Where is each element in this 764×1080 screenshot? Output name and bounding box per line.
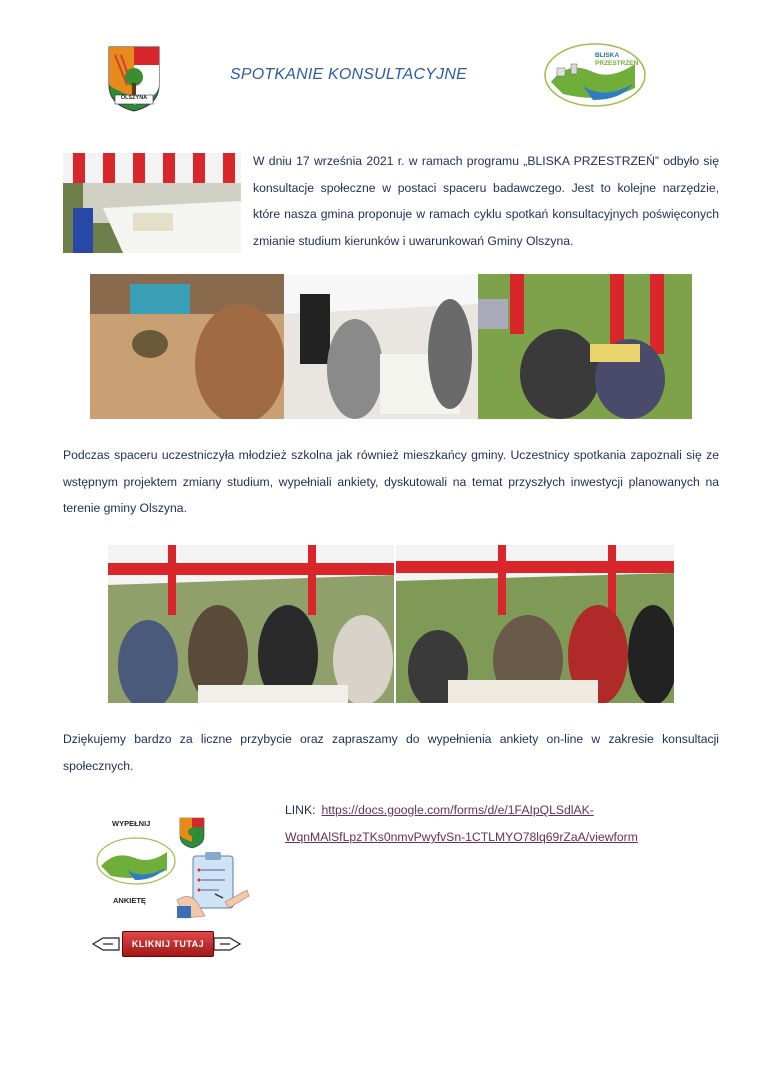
intro-paragraph: W dniu 17 września 2021 r. w ramach programu „BLISKA PRZESTRZEŃ” odbyło się konsultacje społeczne w postaci spaceru badawczego. Jest to kolejne narzędzie, które nasza gmina proponuje w ramach cyklu spotkań konsultacyjnych poświęconych zmianie studium kierunków i uwarunkowań Gminy Olszyna. [253,154,719,248]
fill-label: WYPEŁNIJ [112,819,151,828]
survey-label: ANKIETĘ [113,896,146,905]
survey-url-line2[interactable]: WqnMAlSfLpzTKs0nmvPwyfvSn-1CTLMYO78lq69rZaA/viewform [285,830,638,844]
bliska-przestrzen-logo [543,42,647,108]
pointing-hand-left-icon [91,934,121,954]
logo-text-przestrzen: PRZESTRZEŃ [595,60,639,67]
survey-bliska-logo [95,836,177,886]
survey-url-line1[interactable]: https://docs.google.com/forms/d/e/1FAIpQLSdlAK- [321,803,594,817]
page-title: SPOTKANIE KONSULTACYJNE [230,66,467,83]
link-label: LINK: [285,803,316,817]
click-here-button[interactable]: KLIKNIJ TUTAJ [122,931,214,957]
walk-paragraph: Podczas spaceru uczestniczyła młodzież szkolna jak również mieszkańcy gminy. Uczestnicy spotkania zapoznali się ze wstępnym projektem zmiany studium, wypełniali ankiety, dyskutowali na temat przyszłych inwestycji planowanych na terenie gminy Olszyna. [63,448,719,515]
olszyna-crest [107,45,161,113]
clipboard-icon [175,850,250,920]
photo-strip-2 [108,545,674,703]
crest-label: OLSZYNA [120,95,148,101]
pointing-hand-right-icon [212,934,242,954]
photo-strip-1 [90,274,692,419]
logo-text-bliska: BLISKA [595,52,620,59]
photo-tent-maps [63,153,241,253]
survey-crest-icon [179,817,205,849]
survey-link[interactable] [285,797,725,851]
thanks-paragraph: Dziękujemy bardzo za liczne przybycie oraz zapraszamy do wypełnienia ankiety on-line w zakresie konsultacji społecznych. [63,732,719,773]
